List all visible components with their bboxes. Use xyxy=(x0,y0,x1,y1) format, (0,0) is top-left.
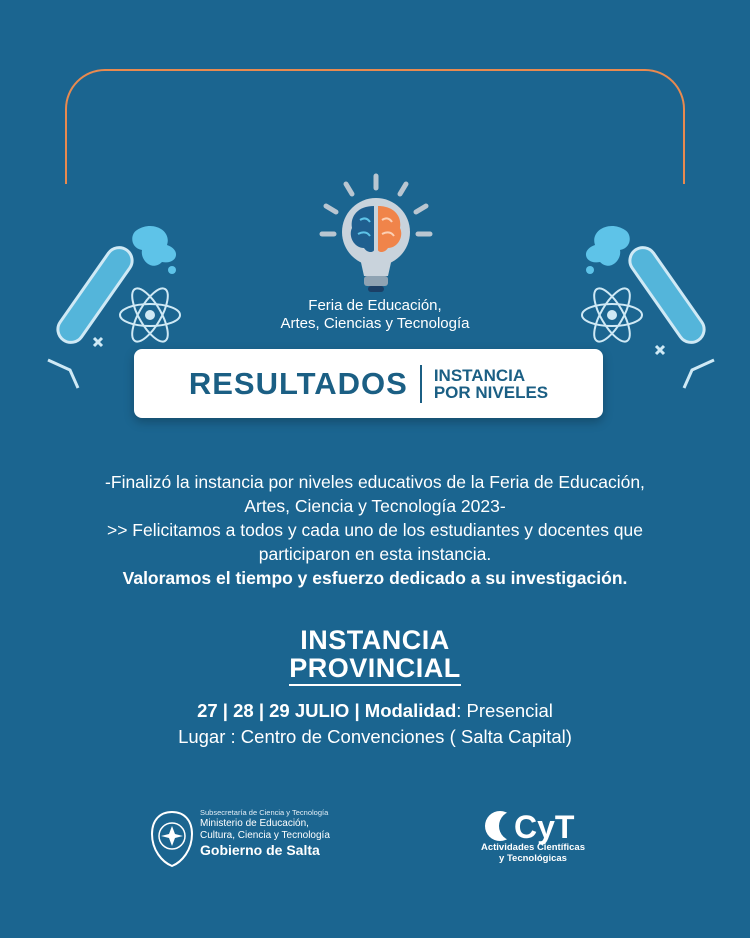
event-place: Lugar : Centro de Convenciones ( Salta Capital) xyxy=(178,726,572,747)
announcement-line5: Valoramos el tiempo y esfuerzo dedicado a su investigación. xyxy=(122,568,628,588)
act-logo xyxy=(468,806,598,876)
ministry-line1: Ministerio de Educación, xyxy=(200,818,309,829)
announcement-line2: Artes, Ciencia y Tecnología 2023- xyxy=(244,496,506,516)
stage-title-line1: INSTANCIA xyxy=(300,625,450,655)
act-line1: Actividades Científicas xyxy=(480,842,585,853)
fair-title-line2: Artes, Ciencias y Tecnología xyxy=(280,315,470,332)
announcement-text xyxy=(40,470,710,590)
stage-title-line2: PROVINCIAL xyxy=(289,654,461,686)
results-sub-line2: POR NIVELES xyxy=(433,382,549,402)
modality-label: | Modalidad xyxy=(354,700,457,721)
announcement-line1: -Finalizó la instancia por niveles educativos de la Feria de Educación, xyxy=(105,472,645,492)
announcement-line3: >> Felicitamos a todos y cada uno de los estudiantes y docentes que xyxy=(106,520,644,540)
event-dates: 27 | 28 | 29 JULIO xyxy=(197,700,350,721)
results-heading: RESULTADOS xyxy=(188,365,408,401)
lightbulb-brain-icon xyxy=(318,172,434,300)
decorative-frame-arc xyxy=(65,69,685,184)
ministry-line2: Cultura, Ciencia y Tecnología xyxy=(200,830,330,841)
act-line2: y Tecnológicas xyxy=(499,853,567,864)
event-details xyxy=(0,698,750,750)
results-banner xyxy=(134,349,603,418)
act-logo-mark xyxy=(478,806,588,846)
banner-divider xyxy=(420,365,422,403)
announcement-line4: participaron en esta instancia. xyxy=(258,544,492,564)
results-subheading xyxy=(434,367,548,401)
gobierno-name: Gobierno de Salta xyxy=(200,842,320,858)
government-seal-icon xyxy=(150,810,194,868)
provincial-stage-title xyxy=(0,626,750,686)
modality-value: : Presencial xyxy=(456,700,553,721)
fair-title xyxy=(0,297,750,333)
subsecretaria-label: Subsecretaría de Ciencia y Tecnología xyxy=(200,808,329,817)
fair-title-line1: Feria de Educación, xyxy=(308,297,442,314)
results-sub-line1: INSTANCIA xyxy=(433,365,526,385)
gobierno-salta-logo xyxy=(150,808,370,872)
act-mark-text: CyT xyxy=(514,809,575,845)
